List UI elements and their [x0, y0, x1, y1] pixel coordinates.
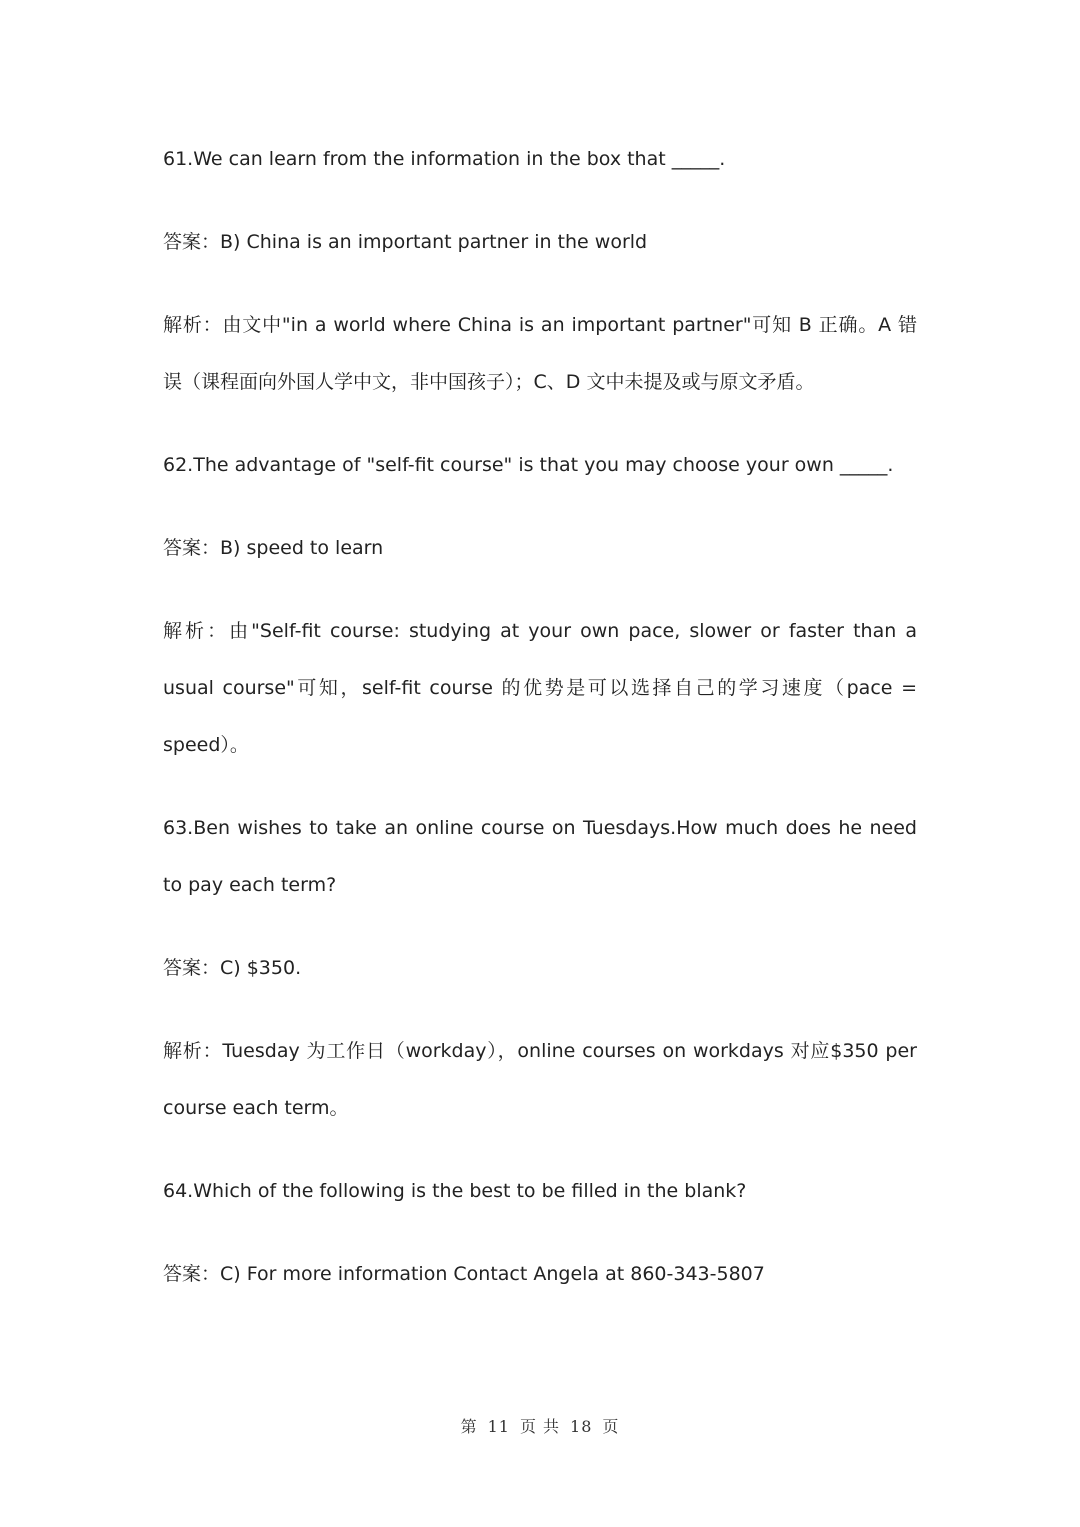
- answer-63: 答案：C) $350.: [163, 957, 302, 979]
- footer-total-pages: 18: [570, 1417, 593, 1436]
- question-61: 61.We can learn from the information in the box that _____.: [163, 148, 726, 170]
- footer-current-page: 11: [487, 1417, 510, 1436]
- answer-62: 答案：B) speed to learn: [163, 537, 384, 559]
- analysis-62: 解析：由"Self-fit course: studying at your own pace, slower or faster than a usual course"可知，self-fit course 的优势是可以选择自己的学习速度（pace = speed）。: [163, 620, 917, 756]
- question-63: 63.Ben wishes to take an online course on Tuesdays.How much does he need to pay each term?: [163, 817, 917, 896]
- qa-content: [163, 131, 917, 1303]
- page-footer: [0, 1414, 1080, 1437]
- question-62: 62.The advantage of "self-fit course" is that you may choose your own _____.: [163, 454, 894, 476]
- question-64: 64.Which of the following is the best to be filled in the blank?: [163, 1180, 747, 1202]
- answer-64: 答案：C) For more information Contact Angela at 860-343-5807: [163, 1263, 765, 1285]
- footer-middle: 页 共: [519, 1417, 561, 1436]
- analysis-61: 解析：由文中"in a world where China is an important partner"可知 B 正确。A 错误（课程面向外国人学中文，非中国孩子）；C、D 文中未提及或与原文矛盾。: [163, 314, 917, 393]
- footer-prefix: 第: [460, 1417, 478, 1436]
- footer-suffix: 页: [602, 1417, 620, 1436]
- analysis-63: 解析：Tuesday 为工作日（workday），online courses on workdays 对应$350 per course each term。: [163, 1040, 917, 1119]
- answer-61: 答案：B) China is an important partner in the world: [163, 231, 648, 253]
